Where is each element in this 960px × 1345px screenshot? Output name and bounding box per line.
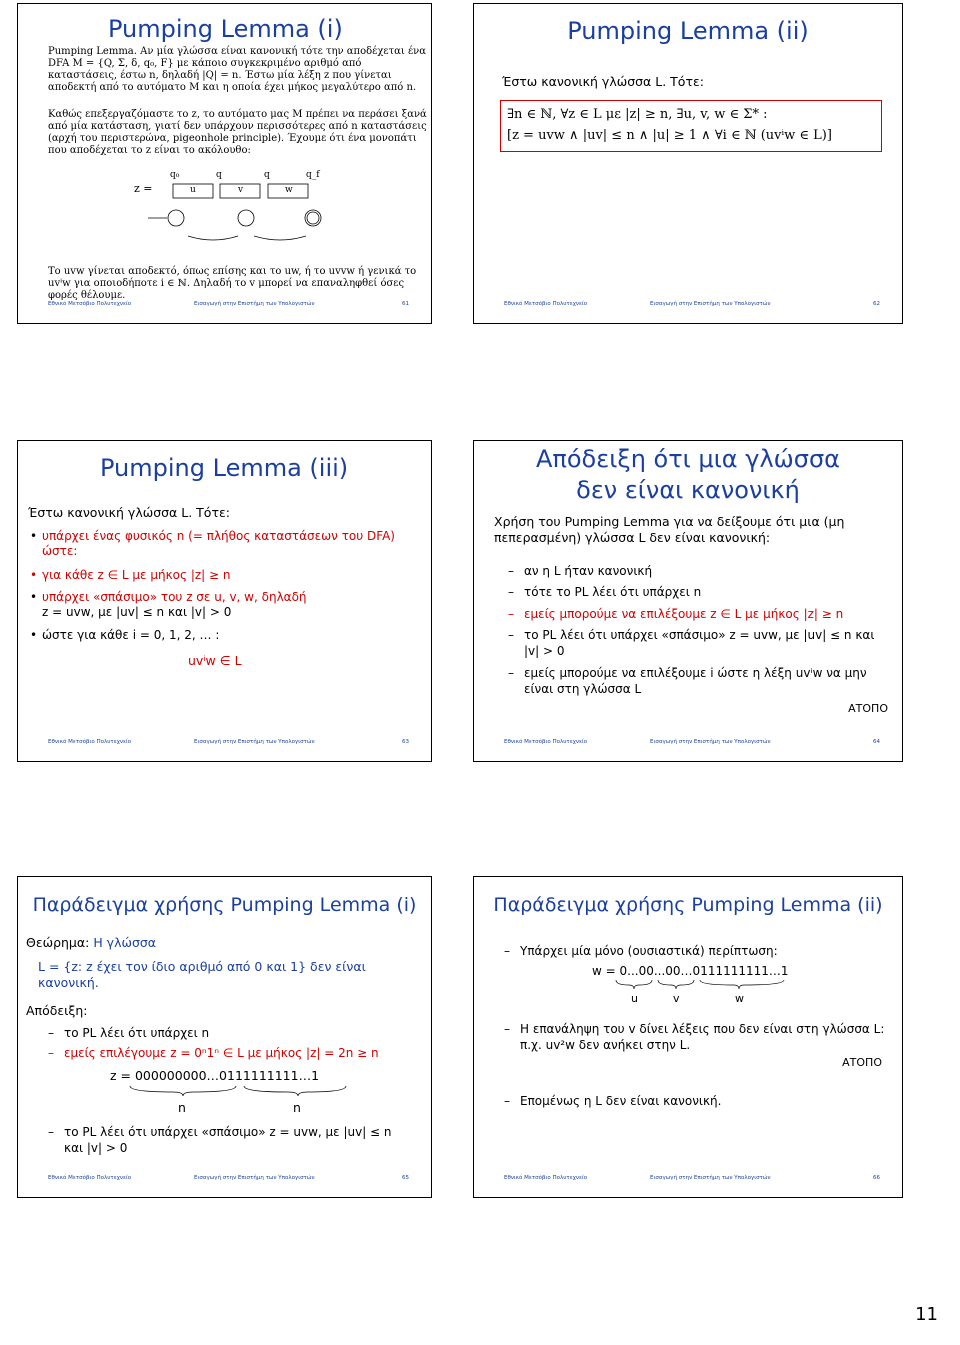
part-v: v bbox=[238, 185, 244, 195]
footer-institution: Εθνικό Μετσόβιο Πολυτεχνείο bbox=[48, 1175, 132, 1181]
footer-institution: Εθνικό Μετσόβιο Πολυτεχνείο bbox=[48, 301, 132, 307]
state-path-diagram bbox=[128, 170, 328, 254]
state-q0: q₀ bbox=[170, 170, 180, 180]
slide-title: Pumping Lemma (i) bbox=[108, 15, 343, 43]
language-definition: L = {z: z έχει τον ίδιο αριθμό από 0 και 1} δεν είναι κανονική. bbox=[38, 959, 366, 990]
slide-number: 65 bbox=[402, 1175, 409, 1181]
pumping-formula-box bbox=[500, 100, 882, 152]
footer-course: Εισαγωγή στην Επιστήμη των Υπολογιστών bbox=[650, 1175, 771, 1181]
slide-number: 66 bbox=[873, 1175, 880, 1181]
slide-63 bbox=[17, 440, 432, 762]
step-pl-split: – το PL λέει ότι υπάρχει «σπάσιμο» z = uvw, με |uv| ≤ n και |v| > 0 bbox=[64, 1124, 414, 1156]
footer-institution: Εθνικό Μετσόβιο Πολυτεχνείο bbox=[48, 739, 132, 745]
slide-footer bbox=[474, 1175, 902, 1185]
footer-course: Εισαγωγή στην Επιστήμη των Υπολογιστών bbox=[194, 1175, 315, 1181]
ones-count-n: n bbox=[293, 1100, 301, 1115]
slide-title: Pumping Lemma (ii) bbox=[567, 17, 809, 45]
footer-course: Εισαγωγή στην Επιστήμη των Υπολογιστών bbox=[650, 739, 771, 745]
z-braces bbox=[128, 1084, 348, 1098]
slide-number: 63 bbox=[402, 739, 409, 745]
formula-line-2: [z = uvw ∧ |uv| ≤ n ∧ |u| ≥ 1 ∧ ∀i ∈ ℕ (uvⁱw ∈ L)] bbox=[507, 128, 832, 143]
conclusion-paragraph: Το uvw γίνεται αποδεκτό, όπως επίσης και το uw, ή το uvvw ή γενικά το uvⁱw για οποιοδήποτε i ∈ ℕ. Δηλαδή το v μπορεί να επαναληφθεί όσες φορές θέλουμε. bbox=[48, 266, 417, 301]
state-q-1: q bbox=[216, 170, 222, 180]
proof-label: Απόδειξη: bbox=[26, 1003, 88, 1018]
repetition-text: – Η επανάληψη του v δίνει λέξεις που δεν είναι στη γλώσσα L: π.χ. uv²w δεν ανήκει στην L. bbox=[520, 1021, 890, 1053]
brace-label-v: v bbox=[673, 992, 680, 1005]
intro-text: Έστω κανονική γλώσσα L. Τότε: bbox=[502, 74, 704, 89]
bullet-for-all-z: • για κάθε z ∈ L με μήκος |z| ≥ n bbox=[42, 568, 402, 583]
step-pl-exists-n: – τότε το PL λέει ότι υπάρχει n bbox=[524, 584, 884, 600]
conclusion-text: – Επομένως η L δεν είναι κανονική. bbox=[520, 1093, 890, 1109]
slide-61 bbox=[17, 3, 432, 324]
bullet-exists-n bbox=[42, 529, 402, 559]
step-pl-split: – το PL λέει ότι υπάρχει «σπάσιμο» z = uvw, με |uv| ≤ n και |v| > 0 bbox=[524, 627, 884, 659]
slide-footer bbox=[18, 739, 431, 749]
split-text: υπάρχει «σπάσιμο» του z σε u, v, w, δηλαδή bbox=[42, 590, 307, 604]
theorem-label: Θεώρημα: bbox=[26, 935, 90, 950]
brace-label-w: w bbox=[735, 992, 744, 1005]
zeros-count-n: n bbox=[178, 1100, 186, 1115]
explanation-paragraph: Καθώς επεξεργαζόμαστε το z, το αυτόματο μας M πρέπει να περάσει ξανά από μία κατάσταση, γιατί δεν υπάρχουν περισσότερες από n καταστάσεις (αρχή του περιστερώνα, pigeonhole principle). Έχουμε ότι ένα μονοπάτι που αποδέχεται το z είναι το ακόλουθο: bbox=[48, 109, 427, 156]
slide-number: 64 bbox=[873, 739, 880, 745]
part-w: w bbox=[285, 185, 293, 195]
slide-66 bbox=[473, 876, 903, 1198]
footer-course: Εισαγωγή στην Επιστήμη των Υπολογιστών bbox=[650, 301, 771, 307]
footer-institution: Εθνικό Μετσόβιο Πολυτεχνείο bbox=[504, 739, 588, 745]
slide-title: Pumping Lemma (iii) bbox=[100, 454, 349, 482]
z-label: z = bbox=[134, 182, 153, 195]
slide-footer bbox=[18, 1175, 431, 1185]
formula-line-1: ∃n ∈ ℕ, ∀z ∈ L με |z| ≥ n, ∃u, v, w ∈ Σ* : bbox=[507, 107, 768, 122]
pumped-word-formula: uvⁱw ∈ L bbox=[188, 653, 242, 668]
step-assume-regular: – αν η L ήταν κανονική bbox=[524, 563, 884, 579]
step-pl-exists-n: – το PL λέει ότι υπάρχει n bbox=[64, 1025, 414, 1041]
w-expansion: w = 0...00...00…0111111111…1 bbox=[592, 964, 789, 978]
state-q-2: q bbox=[264, 170, 270, 180]
brace-label-u: u bbox=[631, 992, 638, 1005]
slide-64 bbox=[473, 440, 903, 762]
theorem-text: Η γλώσσα bbox=[93, 935, 157, 950]
slide-number: 61 bbox=[402, 301, 409, 307]
page-number: 11 bbox=[915, 1304, 938, 1325]
slide-number: 62 bbox=[873, 301, 880, 307]
z-expansion: z = 000000000…0111111111…1 bbox=[110, 1068, 320, 1083]
bullet-exists-split bbox=[42, 590, 402, 620]
definition-paragraph: Pumping Lemma. Αν μία γλώσσα είναι κανονική τότε την αποδέχεται ένα DFA M = {Q, Σ, δ, q₀, F} με κάποιο συγκεκριμένο αριθμό από καταστάσεις, έστω n, δηλαδή |Q| = n. Έστω μία λέξη z που γίνεται αποδεκτή από το αυτόματο M και η οποία έχει μήκος μεγαλύτερο από n. bbox=[48, 46, 426, 93]
single-case-text: – Υπάρχει μία μόνο (ουσιαστικά) περίπτωση: bbox=[520, 943, 890, 959]
split-conditions: z = uvw, με |uv| ≤ n και |v| > 0 bbox=[42, 605, 232, 619]
footer-course: Εισαγωγή στην Επιστήμη των Υπολογιστών bbox=[194, 301, 315, 307]
slide-footer bbox=[18, 301, 431, 311]
bullet-text: υπάρχει ένας φυσικός n (= πλήθος καταστάσεων του DFA) ώστε: bbox=[42, 529, 395, 558]
intro-sentence: Χρήση του Pumping Lemma για να δείξουμε ότι μια (μη πεπερασμένη) γλώσσα L δεν είναι κανονική: bbox=[494, 514, 845, 545]
intro-text bbox=[494, 514, 894, 546]
step-choose-z: – εμείς επιλέγουμε z = 0ⁿ1ⁿ ∈ L με μήκος |z| = 2n ≥ n bbox=[64, 1045, 414, 1061]
slide-title-line-2: δεν είναι κανονική bbox=[576, 476, 800, 504]
footer-institution: Εθνικό Μετσόβιο Πολυτεχνείο bbox=[504, 301, 588, 307]
slide-footer bbox=[474, 739, 902, 749]
intro-text: Έστω κανονική γλώσσα L. Τότε: bbox=[28, 505, 230, 520]
part-u: u bbox=[190, 185, 196, 195]
state-qf: q_f bbox=[306, 170, 320, 180]
slide-title: Παράδειγμα χρήσης Pumping Lemma (ii) bbox=[493, 894, 883, 916]
path-svg bbox=[128, 174, 328, 254]
slide-title: Παράδειγμα χρήσης Pumping Lemma (i) bbox=[32, 894, 417, 916]
footer-course: Εισαγωγή στην Επιστήμη των Υπολογιστών bbox=[194, 739, 315, 745]
w-braces bbox=[614, 978, 794, 992]
slide-62 bbox=[473, 3, 903, 324]
step-choose-z: – εμείς μπορούμε να επιλέξουμε z ∈ L με μήκος |z| ≥ n bbox=[524, 606, 884, 622]
bullet-for-all-i: • ώστε για κάθε i = 0, 1, 2, … : bbox=[42, 628, 402, 643]
footer-institution: Εθνικό Μετσόβιο Πολυτεχνείο bbox=[504, 1175, 588, 1181]
theorem-line bbox=[26, 935, 156, 951]
slide-65 bbox=[17, 876, 432, 1198]
contradiction-label: ΑΤΟΠΟ bbox=[842, 1056, 882, 1069]
contradiction-label: ΑΤΟΠΟ bbox=[848, 702, 888, 715]
step-choose-i: – εμείς μπορούμε να επιλέξουμε i ώστε η λέξη uvⁱw να μην είναι στη γλώσσα L bbox=[524, 665, 884, 697]
slide-title-line-1: Απόδειξη ότι μια γλώσσα bbox=[535, 445, 841, 473]
slide-footer bbox=[474, 301, 902, 311]
